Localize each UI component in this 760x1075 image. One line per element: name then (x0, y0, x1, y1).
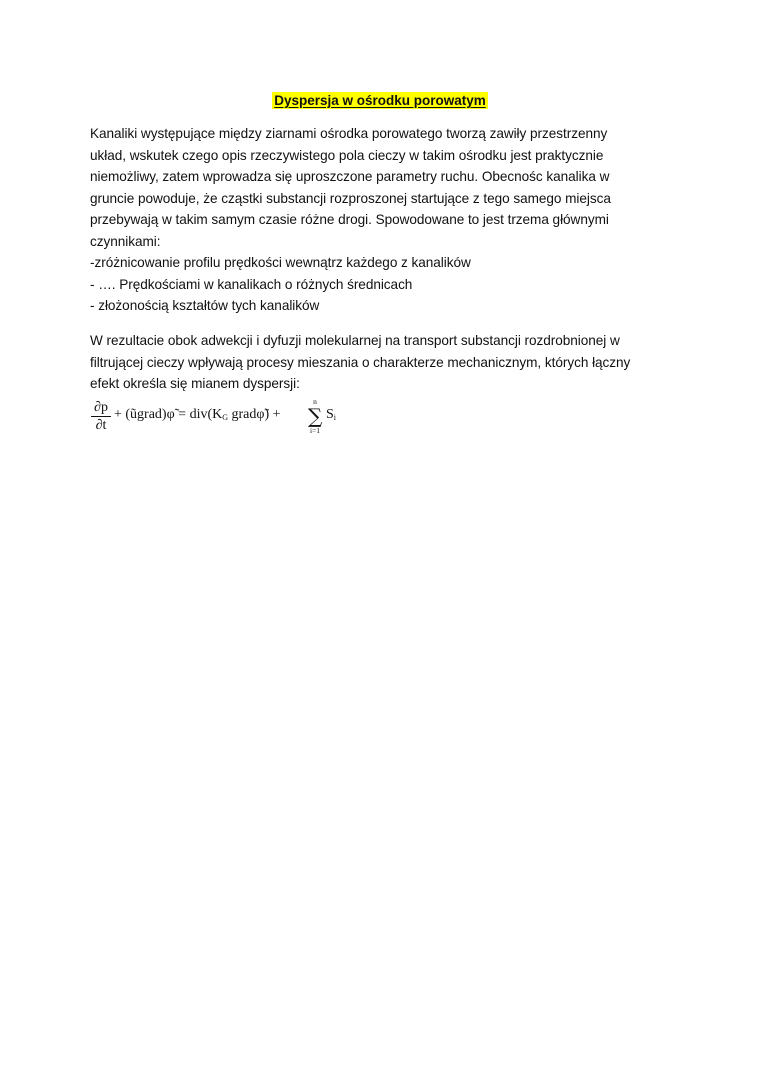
sum-upper-limit: n (313, 397, 317, 406)
term-subscript: i (333, 413, 337, 422)
paragraph-line: filtrującej cieczy wpływają procesy mieszania o charakterze mechanicznym, których łączny (90, 354, 631, 370)
sum-lower-limit: i=1 (309, 426, 321, 435)
source-term (326, 407, 336, 423)
paragraph-line: układ, wskutek czego opis rzeczywistego pola cieczy w takim ośrodku jest praktycznie (90, 147, 604, 163)
paragraph-line: Kanaliki występujące między ziarnami ośrodka porowatego tworzą zawiły przestrzenny (90, 126, 608, 141)
list-item: -zróżnicowanie profilu prędkości wewnątrz każdego z kanalików (90, 255, 471, 270)
list-item: - …. Prędkościami w kanalikach o różnych średnicach (90, 276, 413, 292)
equation-part: gradφ̃) + (228, 407, 281, 422)
dispersion-equation (90, 397, 350, 443)
sigma-symbol: ∑ (308, 404, 323, 428)
paragraph-line: W rezultacie obok adwekcji i dyfuzji molekularnej na transport substancji rozdrobnionej w (90, 333, 620, 348)
equation-middle (114, 407, 281, 423)
list-item: - złożonością kształtów tych kanalików (90, 298, 320, 313)
paragraph-dispersion (90, 330, 680, 395)
fraction-numerator: ∂p (94, 400, 108, 415)
fraction-denominator: ∂t (95, 418, 107, 433)
summation (308, 397, 322, 435)
paragraph-line: gruncie powoduje, że cząstki substancji rozproszonej startujące z tego samego miejsca (90, 190, 611, 206)
title-container (0, 92, 760, 110)
paragraph-line: niemożliwy, zatem wprowadza się uproszczone parametry ruchu. Obecnośc kanalika w (90, 169, 610, 184)
paragraph-intro (90, 123, 680, 317)
k-subscript: G (222, 413, 229, 422)
paragraph-line: czynnikami: (90, 233, 161, 249)
document-title: Dyspersja w ośrodku porowatym (274, 93, 486, 108)
paragraph-line: przebywają w takim samym czasie różne drogi. Spowodowane to jest trzema głównymi (90, 212, 609, 227)
partial-derivative-fraction (90, 399, 112, 434)
term-symbol: S (326, 407, 334, 422)
equation-part: + (ũgrad)φ̃ = div(K (114, 407, 223, 422)
paragraph-line: efekt określa się mianem dyspersji: (90, 376, 300, 391)
